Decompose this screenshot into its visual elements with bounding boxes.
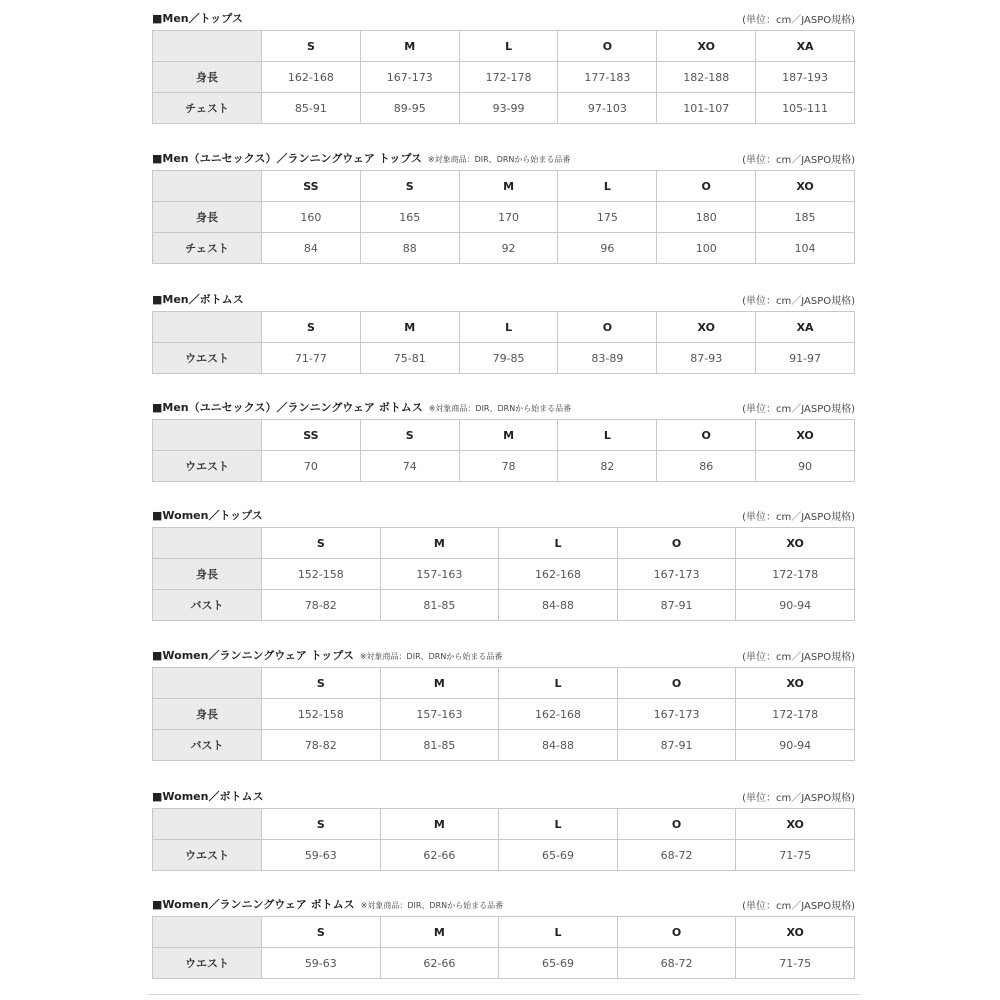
measurement-value: 90-94 <box>736 590 855 621</box>
unit-label: (単位：cm／JASPO規格) <box>742 652 855 663</box>
measurement-label: 身長 <box>153 62 262 93</box>
measurement-value: 81-85 <box>380 730 499 761</box>
section-title: ■Men（ユニセックス）／ランニングウェア トップス ※対象商品：DIR、DRNから始まる品番 <box>152 152 571 165</box>
size-label: M <box>380 809 499 840</box>
measurement-value: 71-75 <box>736 840 855 871</box>
measurement-value: 160 <box>262 202 361 233</box>
measurement-row <box>153 730 855 761</box>
size-table <box>152 419 855 482</box>
size-label: XA <box>756 312 855 343</box>
size-label: S <box>360 420 459 451</box>
unit-label: (単位：cm／JASPO規格) <box>742 155 855 166</box>
size-label: O <box>617 528 736 559</box>
size-label: L <box>499 809 618 840</box>
measurement-label: ウエスト <box>153 948 262 979</box>
measurement-value: 162-168 <box>499 699 618 730</box>
measurement-value: 62-66 <box>380 948 499 979</box>
section-note: ※対象商品：DIR、DRNから始まる品番 <box>360 901 504 910</box>
measurement-row <box>153 559 855 590</box>
size-label: XO <box>736 528 855 559</box>
size-header-row <box>153 809 855 840</box>
measurement-value: 152-158 <box>262 559 381 590</box>
size-table <box>152 916 855 979</box>
measurement-value: 65-69 <box>499 840 618 871</box>
size-table <box>152 808 855 871</box>
measurement-value: 68-72 <box>617 948 736 979</box>
measurement-label: 身長 <box>153 202 262 233</box>
measurement-value: 59-63 <box>262 840 381 871</box>
measurement-value: 162-168 <box>499 559 618 590</box>
section-title: ■Women／ランニングウェア ボトムス ※対象商品：DIR、DRNから始まる品番 <box>152 898 504 911</box>
section-title: ■Women／ボトムス <box>152 790 264 803</box>
size-table <box>152 527 855 621</box>
measurement-row <box>153 202 855 233</box>
size-label: O <box>657 420 756 451</box>
corner-cell <box>153 809 262 840</box>
size-table <box>152 667 855 761</box>
measurement-value: 91-97 <box>756 343 855 374</box>
size-header-row <box>153 528 855 559</box>
size-label: O <box>558 31 657 62</box>
measurement-value: 84-88 <box>499 730 618 761</box>
measurement-row <box>153 451 855 482</box>
section-header <box>152 505 855 525</box>
section-header <box>152 8 855 28</box>
measurement-value: 170 <box>459 202 558 233</box>
unit-label: (単位：cm／JASPO規格) <box>742 15 855 26</box>
size-header-row <box>153 171 855 202</box>
measurement-label: バスト <box>153 730 262 761</box>
section-note: ※対象商品：DIR、DRNから始まる品番 <box>428 404 572 413</box>
section-header <box>152 289 855 309</box>
size-label: L <box>499 917 618 948</box>
size-label: O <box>657 171 756 202</box>
section-title: ■Women／トップス <box>152 509 263 522</box>
size-label: L <box>499 528 618 559</box>
section-title: ■Men（ユニセックス）／ランニングウェア ボトムス ※対象商品：DIR、DRNから始まる品番 <box>152 401 572 414</box>
unit-label: (単位：cm／JASPO規格) <box>742 512 855 523</box>
size-label: O <box>558 312 657 343</box>
measurement-value: 97-103 <box>558 93 657 124</box>
size-label: M <box>360 312 459 343</box>
unit-label: (単位：cm／JASPO規格) <box>742 901 855 912</box>
measurement-label: ウエスト <box>153 343 262 374</box>
size-label: L <box>558 420 657 451</box>
size-table <box>152 30 855 124</box>
measurement-value: 87-93 <box>657 343 756 374</box>
measurement-row <box>153 343 855 374</box>
measurement-value: 157-163 <box>380 699 499 730</box>
size-label: M <box>459 171 558 202</box>
measurement-value: 79-85 <box>459 343 558 374</box>
measurement-value: 167-173 <box>617 699 736 730</box>
section-title: ■Men／ボトムス <box>152 293 244 306</box>
size-label: O <box>617 917 736 948</box>
section-note: ※対象商品：DIR、DRNから始まる品番 <box>359 652 503 661</box>
measurement-label: チェスト <box>153 233 262 264</box>
measurement-value: 157-163 <box>380 559 499 590</box>
size-label: M <box>380 668 499 699</box>
section-note: ※対象商品：DIR、DRNから始まる品番 <box>427 155 571 164</box>
size-label: S <box>262 668 381 699</box>
measurement-row <box>153 948 855 979</box>
measurement-value: 187-193 <box>756 62 855 93</box>
measurement-value: 162-168 <box>262 62 361 93</box>
size-label: M <box>360 31 459 62</box>
size-label: XO <box>736 668 855 699</box>
measurement-value: 75-81 <box>360 343 459 374</box>
measurement-value: 101-107 <box>657 93 756 124</box>
corner-cell <box>153 917 262 948</box>
measurement-value: 78-82 <box>262 730 381 761</box>
measurement-label: ウエスト <box>153 451 262 482</box>
measurement-value: 78-82 <box>262 590 381 621</box>
measurement-value: 172-178 <box>459 62 558 93</box>
measurement-value: 175 <box>558 202 657 233</box>
section-header <box>152 894 855 914</box>
size-header-row <box>153 420 855 451</box>
size-label: XO <box>657 312 756 343</box>
measurement-value: 71-75 <box>736 948 855 979</box>
size-header-row <box>153 668 855 699</box>
measurement-value: 100 <box>657 233 756 264</box>
size-label: XA <box>756 31 855 62</box>
measurement-row <box>153 233 855 264</box>
size-label: S <box>262 528 381 559</box>
corner-cell <box>153 420 262 451</box>
measurement-value: 90 <box>756 451 855 482</box>
measurement-value: 167-173 <box>617 559 736 590</box>
size-label: L <box>459 31 558 62</box>
section-title: ■Men／トップス <box>152 12 243 25</box>
size-header-row <box>153 31 855 62</box>
measurement-value: 70 <box>262 451 361 482</box>
measurement-value: 182-188 <box>657 62 756 93</box>
measurement-label: チェスト <box>153 93 262 124</box>
measurement-value: 59-63 <box>262 948 381 979</box>
measurement-value: 177-183 <box>558 62 657 93</box>
measurement-value: 172-178 <box>736 559 855 590</box>
measurement-row <box>153 840 855 871</box>
size-label: M <box>459 420 558 451</box>
measurement-value: 74 <box>360 451 459 482</box>
measurement-value: 68-72 <box>617 840 736 871</box>
unit-label: (単位：cm／JASPO規格) <box>742 404 855 415</box>
corner-cell <box>153 528 262 559</box>
unit-label: (単位：cm／JASPO規格) <box>742 296 855 307</box>
size-label: S <box>262 917 381 948</box>
measurement-value: 85-91 <box>262 93 361 124</box>
measurement-value: 90-94 <box>736 730 855 761</box>
size-label: O <box>617 668 736 699</box>
corner-cell <box>153 312 262 343</box>
size-label: S <box>262 809 381 840</box>
size-label: L <box>459 312 558 343</box>
measurement-value: 152-158 <box>262 699 381 730</box>
size-label: M <box>380 917 499 948</box>
corner-cell <box>153 31 262 62</box>
measurement-row <box>153 699 855 730</box>
section-title: ■Women／ランニングウェア トップス ※対象商品：DIR、DRNから始まる品番 <box>152 649 503 662</box>
measurement-row <box>153 93 855 124</box>
measurement-value: 78 <box>459 451 558 482</box>
measurement-value: 62-66 <box>380 840 499 871</box>
measurement-value: 167-173 <box>360 62 459 93</box>
size-table <box>152 311 855 374</box>
section-header <box>152 645 855 665</box>
section-header <box>152 397 855 417</box>
size-label: S <box>360 171 459 202</box>
measurement-value: 83-89 <box>558 343 657 374</box>
measurement-value: 87-91 <box>617 590 736 621</box>
measurement-value: 84-88 <box>499 590 618 621</box>
size-label: XO <box>736 809 855 840</box>
section-header <box>152 148 855 168</box>
measurement-value: 104 <box>756 233 855 264</box>
measurement-label: バスト <box>153 590 262 621</box>
measurement-value: 105-111 <box>756 93 855 124</box>
section-header <box>152 786 855 806</box>
measurement-value: 96 <box>558 233 657 264</box>
measurement-value: 185 <box>756 202 855 233</box>
size-label: XO <box>736 917 855 948</box>
measurement-value: 172-178 <box>736 699 855 730</box>
measurement-value: 86 <box>657 451 756 482</box>
measurement-value: 81-85 <box>380 590 499 621</box>
measurement-value: 65-69 <box>499 948 618 979</box>
measurement-row <box>153 590 855 621</box>
measurement-value: 93-99 <box>459 93 558 124</box>
size-label: S <box>262 312 361 343</box>
size-label: XO <box>756 171 855 202</box>
measurement-value: 71-77 <box>262 343 361 374</box>
size-label: L <box>499 668 618 699</box>
size-label: XO <box>756 420 855 451</box>
measurement-value: 89-95 <box>360 93 459 124</box>
size-header-row <box>153 917 855 948</box>
measurement-value: 88 <box>360 233 459 264</box>
size-label: L <box>558 171 657 202</box>
measurement-value: 165 <box>360 202 459 233</box>
measurement-label: 身長 <box>153 559 262 590</box>
measurement-row <box>153 62 855 93</box>
size-label: M <box>380 528 499 559</box>
size-label: O <box>617 809 736 840</box>
corner-cell <box>153 171 262 202</box>
size-label: SS <box>262 171 361 202</box>
bottom-divider <box>148 994 860 995</box>
size-label: S <box>262 31 361 62</box>
measurement-label: 身長 <box>153 699 262 730</box>
measurement-value: 180 <box>657 202 756 233</box>
measurement-value: 82 <box>558 451 657 482</box>
size-header-row <box>153 312 855 343</box>
measurement-value: 87-91 <box>617 730 736 761</box>
corner-cell <box>153 668 262 699</box>
size-label: SS <box>262 420 361 451</box>
size-label: XO <box>657 31 756 62</box>
measurement-value: 92 <box>459 233 558 264</box>
measurement-label: ウエスト <box>153 840 262 871</box>
size-table <box>152 170 855 264</box>
measurement-value: 84 <box>262 233 361 264</box>
unit-label: (単位：cm／JASPO規格) <box>742 793 855 804</box>
